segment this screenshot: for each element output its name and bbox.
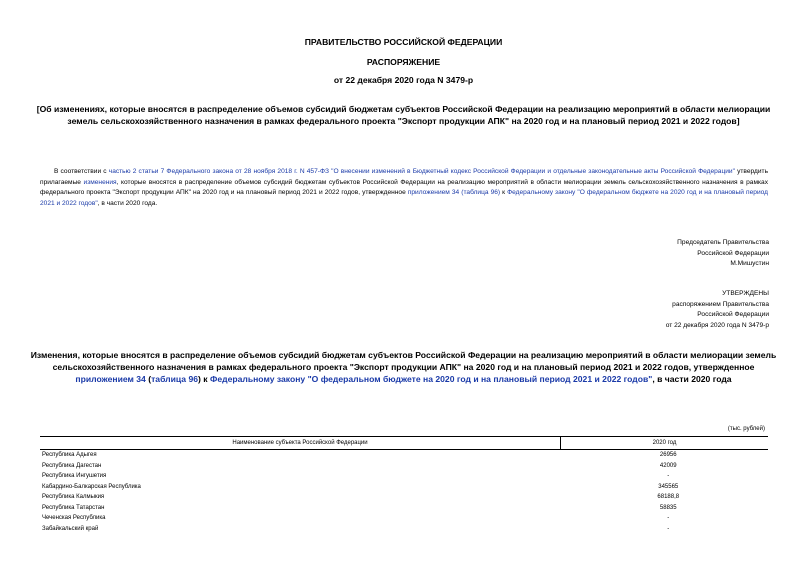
table-row xyxy=(40,513,768,524)
region-value: 42009 xyxy=(659,462,677,469)
table-header-row xyxy=(40,437,768,450)
region-value: - xyxy=(667,525,670,532)
approval-stamp xyxy=(666,289,769,331)
document-date: от 22 декабря 2020 года N 3479-р xyxy=(333,75,474,85)
region-name: Республика Дагестан xyxy=(42,462,102,469)
region-name: Республика Ингушетия xyxy=(42,473,107,480)
table-96-link[interactable]: таблица 96 xyxy=(151,374,199,384)
column-header-year: 2020 год xyxy=(561,437,769,450)
decree-body xyxy=(40,167,768,209)
region-name: Чеченская Республика xyxy=(42,515,106,522)
appendix-34-link[interactable]: приложением 34 (таблица 96) xyxy=(407,189,501,196)
table-row xyxy=(40,482,768,493)
region-value: - xyxy=(667,515,670,522)
table-row xyxy=(40,450,768,461)
body-text: к xyxy=(500,189,508,196)
appendix-34-link[interactable]: приложением 34 xyxy=(75,374,146,384)
budget-law-link[interactable]: Федеральному закону "О федеральном бюджете на 2020 год и на плановый период 2021 и 2022 годов" xyxy=(40,189,768,207)
changes-text: ) к xyxy=(198,374,210,384)
column-header-name: Наименование субъекта Российской Федерации xyxy=(40,437,561,450)
changes-title xyxy=(30,349,777,385)
approved-label: УТВЕРЖДЕНЫ xyxy=(722,290,769,297)
body-text: , в части 2020 года. xyxy=(97,199,158,207)
signature-name: М.Мишустин xyxy=(730,260,769,267)
region-name: Республика Адыгея xyxy=(42,452,97,459)
signature-block xyxy=(677,238,769,270)
region-value: 58835 xyxy=(659,504,677,511)
region-name: Республика Татарстан xyxy=(42,504,105,511)
changes-text: ( xyxy=(145,374,152,384)
region-name: Забайкальский край xyxy=(42,525,99,532)
subsidy-table xyxy=(40,436,768,534)
region-name: Республика Калмыкия xyxy=(42,494,105,501)
decree-paragraph xyxy=(40,167,768,209)
changes-text: , в части 2020 года xyxy=(652,374,732,384)
budget-law-link[interactable]: Федеральному закону "О федеральном бюджете на 2020 год и на плановый период 2021 и 2022 годов" xyxy=(210,374,653,384)
region-value: 26956 xyxy=(659,452,677,459)
body-text: , которые вносятся в распределение объемов субсидий бюджетам субъектов Российской Федерации на реализацию мероприятий в области мелиорации земель сельскохозяйственного назначения в рамках федерального проекта "Экспорт продукции АПК" на 2020 год и на плановый период 2021 и 2022 годов, утвержденное xyxy=(40,178,768,196)
table-row xyxy=(40,461,768,472)
region-name: Кабардино-Балкарская Республика xyxy=(42,483,141,490)
region-value: 68188,8 xyxy=(657,494,680,501)
changes-text: Изменения, которые вносятся в распределение объемов субсидий бюджетам субъектов Российской Федерации на реализацию мероприятий в области мелиорации земель сельскохозяйственного назначения в рамках федерального проекта "Экспорт продукции АПК" на 2020 год и на плановый период 2021 и 2022 годов, утвержденное xyxy=(30,350,777,372)
table-row xyxy=(40,524,768,535)
signature-position: Председатель Правительства xyxy=(677,239,769,246)
changes-link[interactable]: изменения xyxy=(83,178,117,186)
approved-country: Российской Федерации xyxy=(697,311,769,318)
approved-date: от 22 декабря 2020 года N 3479-р xyxy=(665,321,769,329)
region-value: - xyxy=(667,473,670,480)
table-row xyxy=(40,503,768,514)
approved-by: распоряжением Правительства xyxy=(672,300,769,308)
document-type: РАСПОРЯЖЕНИЕ xyxy=(366,57,441,67)
government-heading: ПРАВИТЕЛЬСТВО РОССИЙСКОЙ ФЕДЕРАЦИИ xyxy=(304,37,503,47)
table-unit: (тыс. рублей) xyxy=(727,426,765,432)
signature-country: Российской Федерации xyxy=(697,249,769,257)
law-457-link[interactable]: частью 2 статьи 7 Федерального закона от 28 ноября 2018 г. N 457-ФЗ "О внесении изменений в Бюджетный кодекс Российской Федерации и отдельные законодательные акты Российской Федерации" xyxy=(108,168,735,175)
body-text: утвердить прилагаемые xyxy=(40,168,769,186)
table-row xyxy=(40,471,768,482)
table-row xyxy=(40,492,768,503)
document-title: [Об изменениях, которые вносятся в распределение объемов субсидий бюджетам субъектов Российской Федерации на реализацию мероприятий в области мелиорации земель сельскохозяйственного назначения в рамках федерального проекта "Экспорт продукции АПК" на 2020 год и на плановый период 2021 и 2022 годов] xyxy=(36,104,771,126)
region-value: 345565 xyxy=(658,483,679,490)
body-text: В соответствии с xyxy=(54,168,109,175)
